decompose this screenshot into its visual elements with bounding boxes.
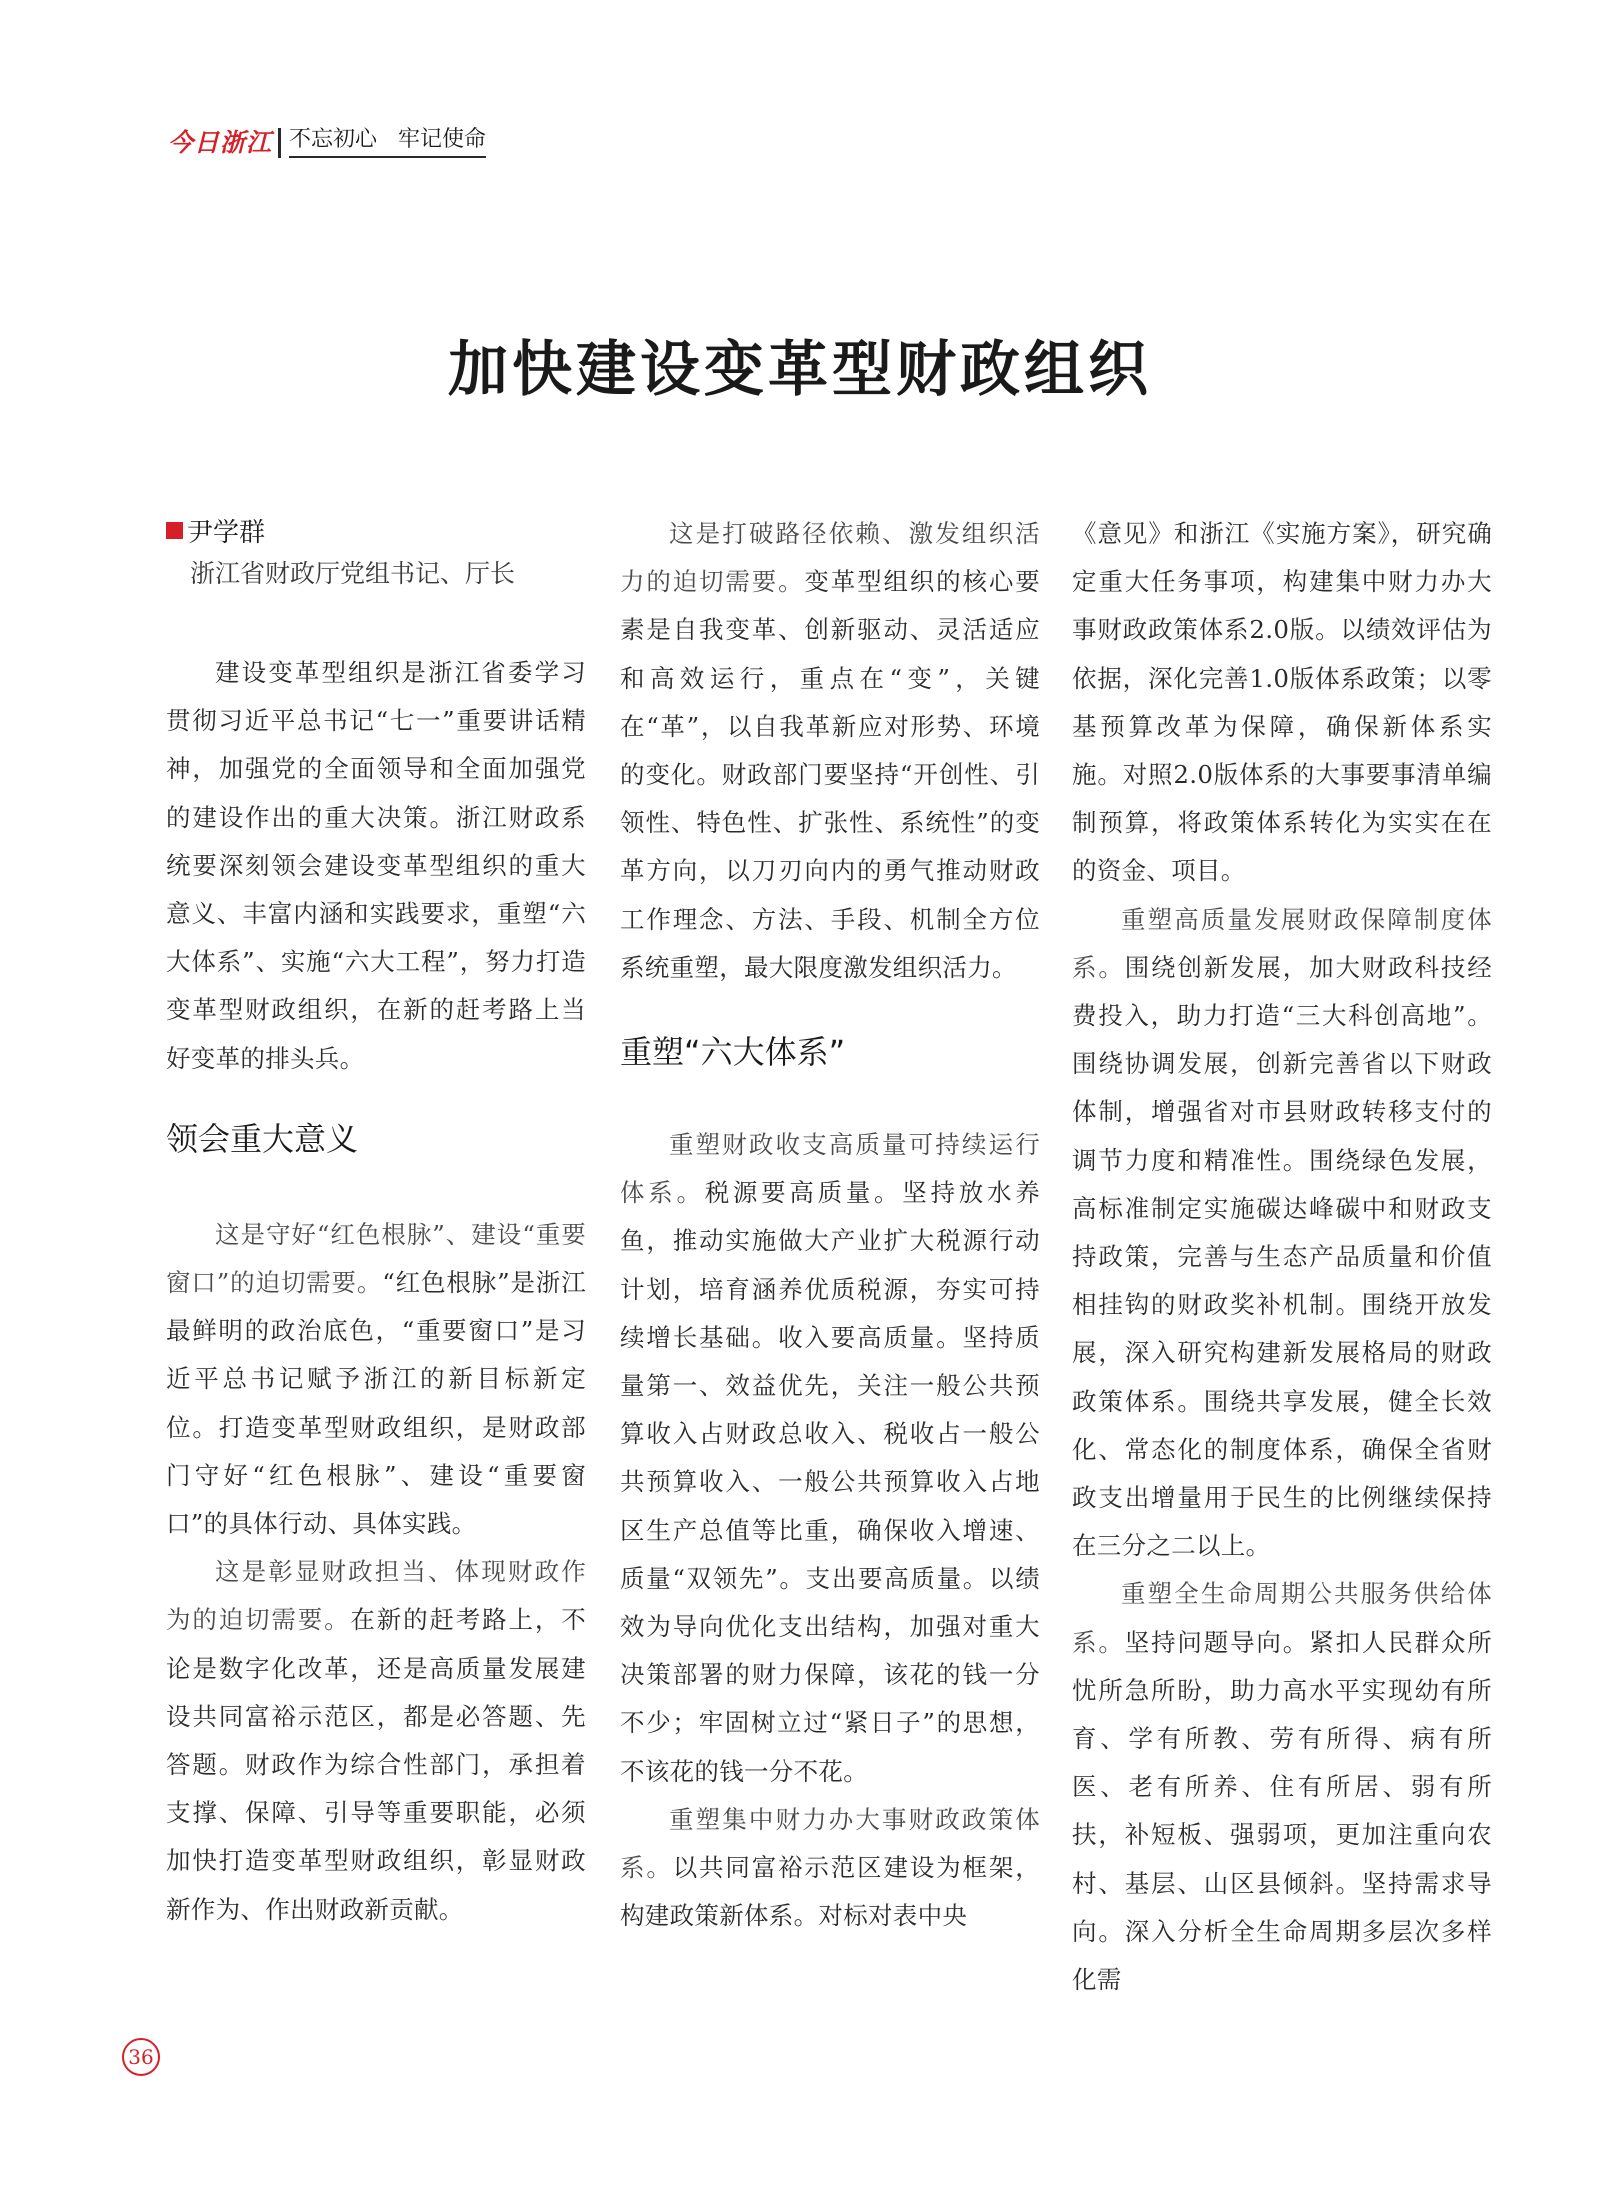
paragraph-development-system: 重塑高质量发展财政保障制度体系。围绕创新发展，加大财政科技经费投入，助力打造“三大科创高地”。围绕协调发展，创新完善省以下财政体制，增强省对市县财政转移支付的调节力度和精准性。围绕绿色发展，高标准制定实施碳达峰碳中和财政支持政策，完善与生态产品质量和价值相挂钩的财政奖补机制。围绕开放发展，深入研究构建新发展格局的财政政策体系。围绕共享发展，健全长效化、常态化的制度体系，确保全省财政支出增量用于民生的比例继续保持在三分之二以上。 bbox=[1072, 904, 1492, 1561]
magazine-logo: 今日浙江 bbox=[168, 128, 273, 157]
paragraph-red-root: 这是守好“红色根脉”、建设“重要窗口”的迫切需要。“红色根脉”是浙江最鲜明的政治底色，“重要窗口”是习近平总书记赋予浙江的新目标新定位。打造变革型财政组织，是财政部门守好“红色根脉”、建设“重要窗口”的具体行动、具体实践。 bbox=[166, 1219, 586, 1539]
paragraph-finance-role: 这是彰显财政担当、体现财政作为的迫切需要。在新的赶考路上，不论是数字化改革，还是高质量发展建设共同富裕示范区，都是必答题、先答题。财政作为综合性部门，承担着支撑、保障、引导等重要职能，必须加快打造变革型财政组织，彰显财政新作为、作出财政新贡献。 bbox=[166, 1557, 586, 1924]
author-marker-icon bbox=[166, 522, 183, 539]
author-name: 尹学群 bbox=[187, 517, 266, 548]
page-header bbox=[168, 122, 486, 158]
section-heading-six-systems: 重塑“六大体系” bbox=[620, 1033, 846, 1072]
column-2 bbox=[620, 510, 1040, 1940]
paragraph-policy-system-cont: 《意见》和浙江《实施方案》，研究确定重大任务事项，构建集中财力办大事财政政策体系2.0版。以绩效评估为依据，深化完善1.0版体系政策；以零基预算改革为保障，确保新体系实施。对照2.0版体系的大事要事清单编制预算，将政策体系转化为实实在在的资金、项目。 bbox=[1072, 519, 1492, 886]
intro-paragraph: 建设变革型组织是浙江省委学习贯彻习近平总书记“七一”重要讲话精神，加强党的全面领导和全面加强党的建设作出的重大决策。浙江财政系统要深刻领会建设变革型组织的重大意义、丰富内涵和实践要求，重塑“六大体系”、实施“六大工程”，努力打造变革型财政组织，在新的赶考路上当好变革的排头兵。 bbox=[166, 658, 586, 1073]
column-3 bbox=[1072, 510, 1492, 2004]
paragraph-revenue-system: 重塑财政收支高质量可持续运行体系。税源要高质量。坚持放水养鱼，推动实施做大产业扩大税源行动计划，培育涵养优质税源，夯实可持续增长基础。收入要高质量。坚持质量第一、效益优先，关注一般公共预算收入占财政总收入、税收占一般公共预算收入、一般公共预算收入占地区生产总值等比重，确保收入增速、质量“双领先”。支出要高质量。以绩效为导向优化支出结构，加强对重大决策部署的财力保障，该花的钱一分不少；牢固树立过“紧日子”的思想，不该花的钱一分不花。 bbox=[620, 1130, 1040, 1786]
page-number: 36 bbox=[122, 2038, 160, 2076]
article-title: 加快建设变革型财政组织 bbox=[448, 335, 1152, 405]
section-heading-significance: 领会重大意义 bbox=[166, 1119, 359, 1158]
author-line bbox=[166, 510, 586, 550]
paragraph-org-vitality: 这是打破路径依赖、激发组织活力的迫切需要。变革型组织的核心要素是自我变革、创新驱动、灵活适应和高效运行，重点在“变”，关键在“革”，以自我革新应对形势、环境的变化。财政部门要坚持“开创性、引领性、特色性、扩张性、系统性”的变革方向，以刀刃向内的勇气推动财政工作理念、方法、手段、机制全方位系统重塑，最大限度激发组织活力。 bbox=[620, 519, 1040, 982]
author-affiliation: 浙江省财政厅党组书记、厅长 bbox=[190, 559, 516, 588]
paragraph-public-service-system: 重塑全生命周期公共服务供给体系。坚持问题导向。紧扣人民群众所忧所急所盼，助力高水平实现幼有所育、学有所教、劳有所得、病有所医、老有所养、住有所居、弱有所扶，补短板、强弱项，更加注重向农村、基层、山区县倾斜。坚持需求导向。深入分析全生命周期多层次多样化需 bbox=[1072, 1579, 1492, 1995]
column-slogan: 不忘初心 牢记使命 bbox=[289, 125, 486, 158]
header-divider bbox=[278, 128, 281, 158]
paragraph-policy-system: 重塑集中财力办大事财政政策体系。以共同富裕示范区建设为框架，构建政策新体系。对标对表中央 bbox=[620, 1804, 1040, 1931]
column-1 bbox=[166, 510, 586, 1934]
